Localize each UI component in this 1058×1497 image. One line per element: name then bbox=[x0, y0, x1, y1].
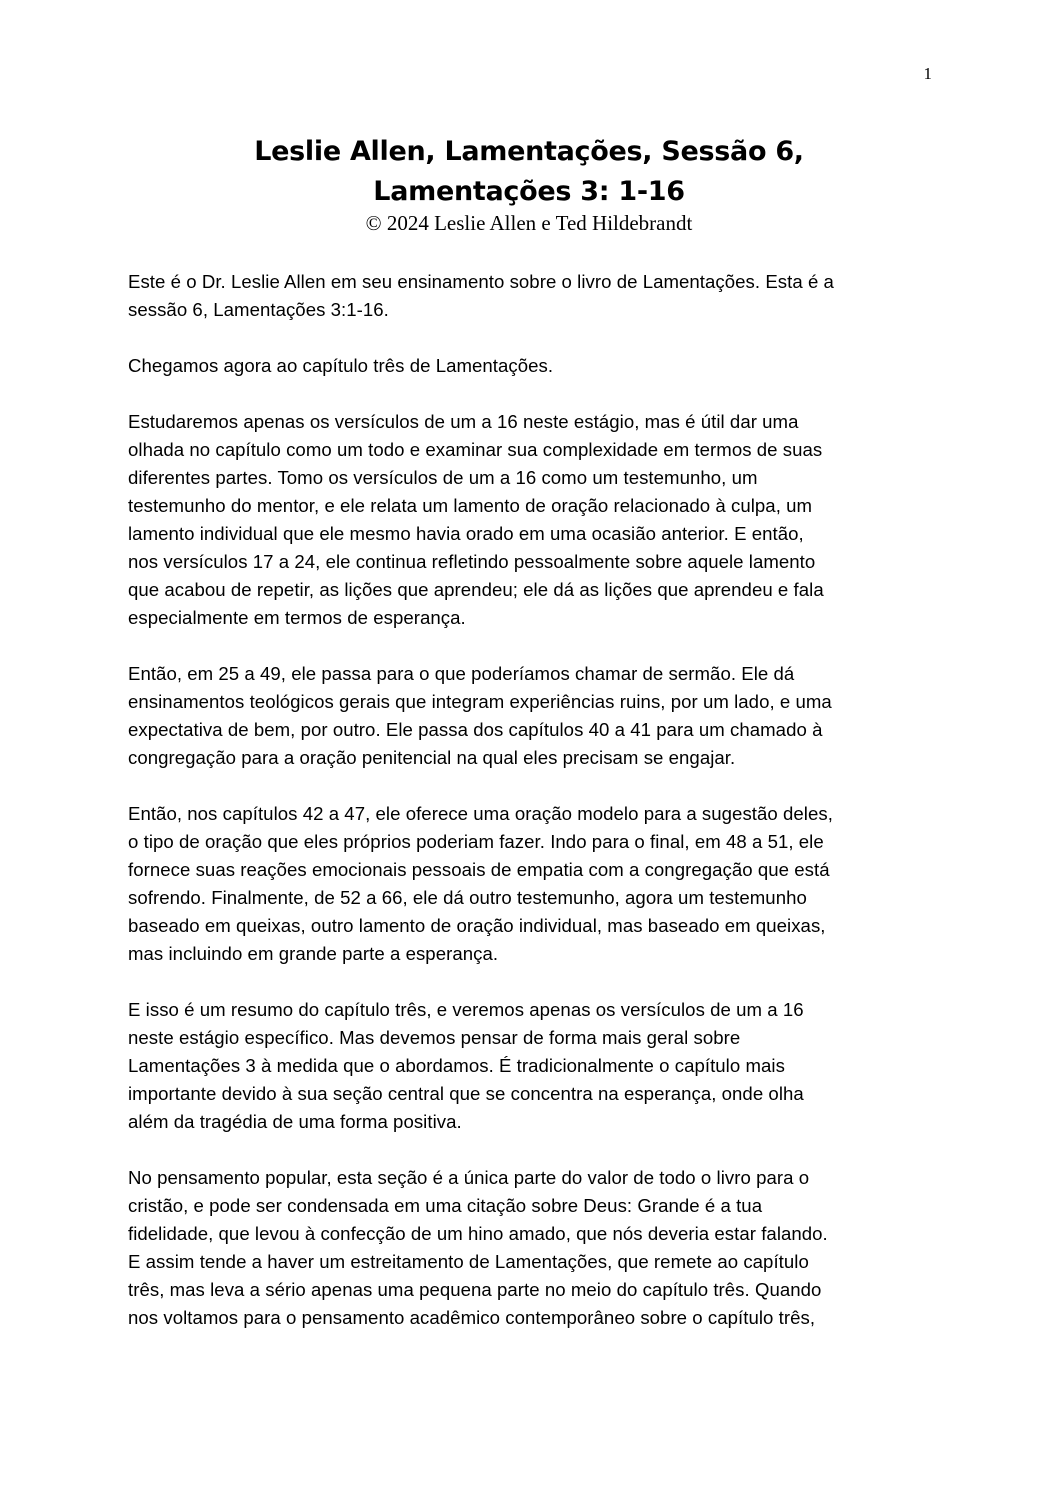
text-line: No pensamento popular, esta seção é a única parte do valor de todo o livro para o bbox=[128, 1167, 810, 1188]
text-line: o tipo de oração que eles próprios poderiam fazer. Indo para o final, em 48 a 51, ele bbox=[128, 831, 824, 852]
text-line: Chegamos agora ao capítulo três de Lamentações. bbox=[128, 355, 554, 376]
copyright-notice: © 2024 Leslie Allen e Ted Hildebrandt bbox=[365, 211, 693, 235]
text-line: sessão 6, Lamentações 3:1-16. bbox=[128, 299, 389, 320]
text-line: que acabou de repetir, as lições que aprendeu; ele dá as lições que aprendeu e fala bbox=[128, 579, 824, 600]
text-line: fornece suas reações emocionais pessoais de empatia com a congregação que está bbox=[128, 859, 830, 880]
paragraph bbox=[128, 996, 928, 1136]
text-line: diferentes partes. Tomo os versículos de um a 16 como um testemunho, um bbox=[128, 467, 758, 488]
text-line: neste estágio específico. Mas devemos pensar de forma mais geral sobre bbox=[128, 1027, 741, 1048]
text-line: Este é o Dr. Leslie Allen em seu ensinamento sobre o livro de Lamentações. Esta é a bbox=[128, 271, 834, 292]
paragraph bbox=[128, 800, 928, 968]
text-line: nos versículos 17 a 24, ele continua refletindo pessoalmente sobre aquele lamento bbox=[128, 551, 816, 572]
page-number: 1 bbox=[923, 64, 932, 83]
text-line: sofrendo. Finalmente, de 52 a 66, ele dá outro testemunho, agora um testemunho bbox=[128, 887, 807, 908]
text-line: além da tragédia de uma forma positiva. bbox=[128, 1111, 462, 1132]
text-line: testemunho do mentor, e ele relata um lamento de oração relacionado à culpa, um bbox=[128, 495, 813, 516]
document-title-line-2: Lamentações 3: 1-16 bbox=[373, 176, 685, 207]
document-header bbox=[0, 132, 1058, 236]
text-line: Então, nos capítulos 42 a 47, ele oferece uma oração modelo para a sugestão deles, bbox=[128, 803, 833, 824]
text-line: lamento individual que ele mesmo havia orado em uma ocasião anterior. E então, bbox=[128, 523, 804, 544]
text-line: expectativa de bem, por outro. Ele passa dos capítulos 40 a 41 para um chamado à bbox=[128, 719, 823, 740]
text-line: Então, em 25 a 49, ele passa para o que poderíamos chamar de sermão. Ele dá bbox=[128, 663, 795, 684]
text-line: baseado em queixas, outro lamento de oração individual, mas baseado em queixas, bbox=[128, 915, 826, 936]
paragraph bbox=[128, 352, 928, 380]
paragraph bbox=[128, 660, 928, 772]
text-line: E assim tende a haver um estreitamento de Lamentações, que remete ao capítulo bbox=[128, 1251, 809, 1272]
document-body bbox=[128, 268, 928, 1360]
text-line: fidelidade, que levou à confecção de um hino amado, que nós deveria estar falando. bbox=[128, 1223, 828, 1244]
text-line: nos voltamos para o pensamento acadêmico contemporâneo sobre o capítulo três, bbox=[128, 1307, 816, 1328]
text-line: três, mas leva a sério apenas uma pequena parte no meio do capítulo três. Quando bbox=[128, 1279, 822, 1300]
text-line: cristão, e pode ser condensada em uma citação sobre Deus: Grande é a tua bbox=[128, 1195, 763, 1216]
paragraph bbox=[128, 1164, 928, 1332]
text-line: E isso é um resumo do capítulo três, e veremos apenas os versículos de um a 16 bbox=[128, 999, 804, 1020]
text-line: Lamentações 3 à medida que o abordamos. É tradicionalmente o capítulo mais bbox=[128, 1055, 785, 1076]
text-line: Estudaremos apenas os versículos de um a 16 neste estágio, mas é útil dar uma bbox=[128, 411, 799, 432]
text-line: ensinamentos teológicos gerais que integram experiências ruins, por um lado, e uma bbox=[128, 691, 832, 712]
text-line: olhada no capítulo como um todo e examinar sua complexidade em termos de suas bbox=[128, 439, 823, 460]
document-title-line-1: Leslie Allen, Lamentações, Sessão 6, bbox=[254, 136, 804, 167]
text-line: mas incluindo em grande parte a esperança. bbox=[128, 943, 499, 964]
text-line: especialmente em termos de esperança. bbox=[128, 607, 466, 628]
paragraph bbox=[128, 408, 928, 632]
text-line: importante devido à sua seção central que se concentra na esperança, onde olha bbox=[128, 1083, 804, 1104]
text-line: congregação para a oração penitencial na qual eles precisam se engajar. bbox=[128, 747, 736, 768]
paragraph bbox=[128, 268, 928, 324]
